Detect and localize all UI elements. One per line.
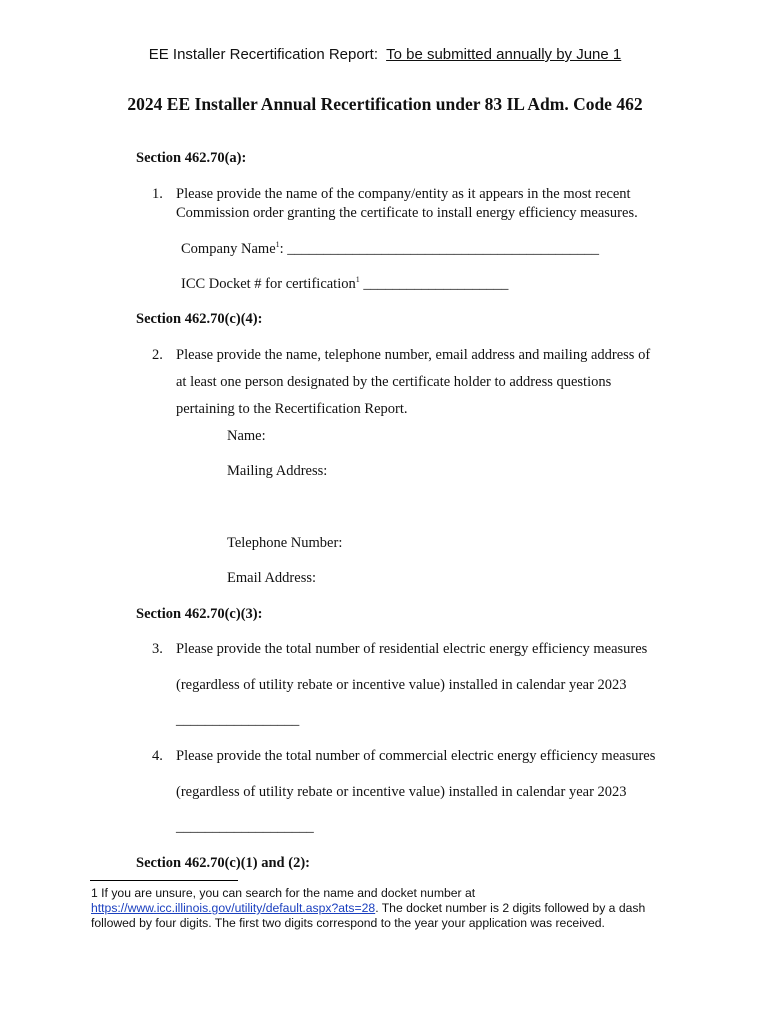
footnote-line-3: followed by four digits. The first two digits correspond to the year your application was received.	[91, 916, 605, 930]
question-4-line-2: (regardless of utility rebate or incentive value) installed in calendar year 2023	[176, 784, 627, 800]
question-3-number: 3.	[152, 641, 163, 657]
question-1-line-1: Please provide the name of the company/entity as it appears in the most recent	[176, 186, 631, 202]
company-name-label: Company Name	[181, 241, 276, 257]
question-2-line-2: at least one person designated by the certificate holder to address questions	[176, 374, 612, 390]
telephone-field[interactable]: Telephone Number:	[227, 535, 343, 551]
question-3-line-2: (regardless of utility rebate or incentive value) installed in calendar year 2023	[176, 677, 627, 693]
question-1-number: 1.	[152, 186, 163, 202]
header-label: EE Installer Recertification Report:	[148, 46, 379, 63]
mailing-address-field[interactable]: Mailing Address:	[227, 463, 328, 479]
footnote-line-2	[91, 901, 645, 915]
commercial-measures-blank[interactable]: ___________________	[176, 819, 314, 835]
section-c4-heading: Section 462.70(c)(4):	[136, 311, 263, 327]
question-1-line-2: Commission order granting the certificate to install energy efficiency measures.	[176, 205, 638, 221]
question-4-number: 4.	[152, 748, 163, 764]
company-name-blank: : ___________________________________________	[279, 241, 600, 257]
docket-blank: ____________________	[359, 276, 509, 292]
question-3-line-1: Please provide the total number of residential electric energy efficiency measures	[176, 641, 648, 657]
email-field[interactable]: Email Address:	[227, 570, 317, 586]
footnote-divider	[90, 880, 238, 881]
question-2-number: 2.	[152, 347, 163, 363]
question-2-line-1: Please provide the name, telephone number, email address and mailing address of	[176, 347, 651, 363]
page-header	[0, 46, 770, 63]
footnote-ref: 1	[355, 275, 360, 284]
contact-name-field[interactable]: Name:	[227, 428, 266, 444]
question-2-line-3: pertaining to the Recertification Report.	[176, 401, 408, 417]
question-4-line-1: Please provide the total number of commercial electric energy efficiency measures	[176, 748, 656, 764]
section-a-heading: Section 462.70(a):	[136, 150, 247, 166]
footnote-line-2-text: . The docket number is 2 digits followed by a dash	[375, 901, 646, 915]
footnote-line-1: 1 If you are unsure, you can search for the name and docket number at	[91, 886, 476, 900]
footnote-ref: 1	[275, 240, 280, 249]
document-title: 2024 EE Installer Annual Recertification under 83 IL Adm. Code 462	[127, 94, 643, 114]
section-c3-heading: Section 462.70(c)(3):	[136, 606, 263, 622]
docket-number-field[interactable]	[181, 275, 508, 293]
company-name-field[interactable]	[181, 240, 599, 258]
header-deadline: To be submitted annually by June 1	[386, 46, 622, 63]
residential-measures-blank[interactable]: _________________	[176, 712, 300, 728]
docket-label: ICC Docket # for certification	[181, 276, 356, 292]
icc-search-link[interactable]: https://www.icc.illinois.gov/utility/default.aspx?ats=28	[91, 901, 376, 915]
section-c12-heading: Section 462.70(c)(1) and (2):	[136, 855, 310, 871]
